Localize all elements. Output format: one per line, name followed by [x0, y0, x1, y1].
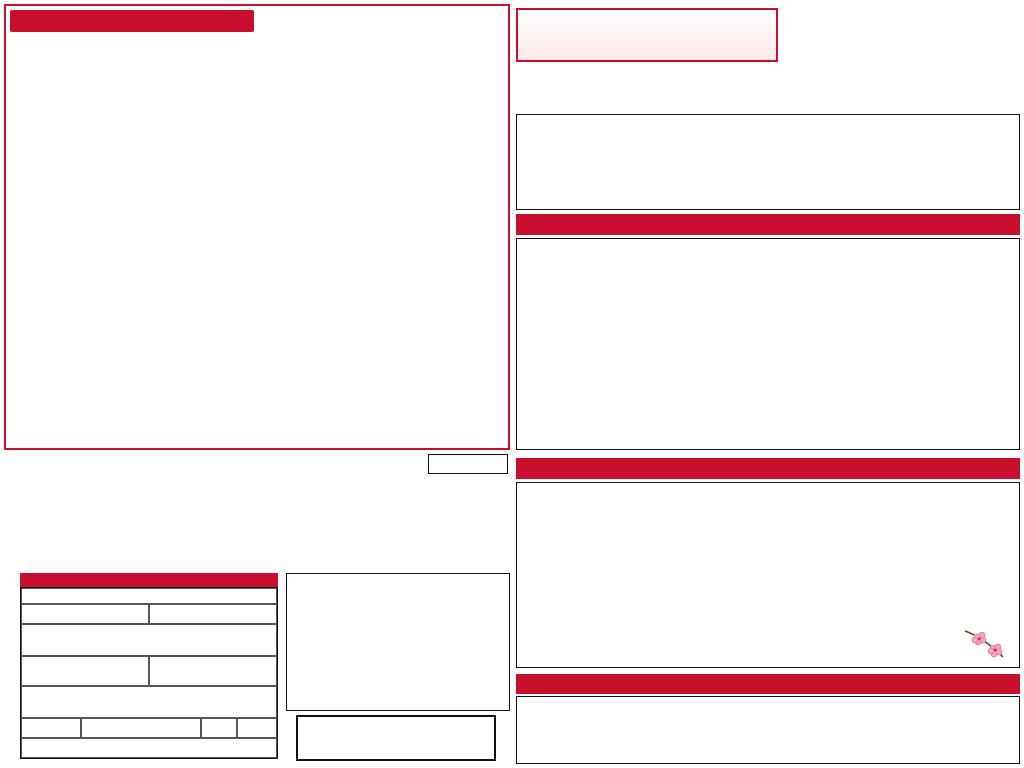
present-panel: [4, 4, 510, 450]
mail-bar[interactable]: [516, 674, 1020, 694]
masthead-box: [516, 8, 778, 62]
postcard-address: [286, 573, 510, 711]
mail-instructions: [516, 696, 1020, 764]
recycle-bar: [516, 214, 1020, 235]
comment-field[interactable]: [21, 624, 277, 656]
apply-notes: [4, 452, 510, 566]
wish2-label: [149, 604, 277, 624]
cherry-blossom-icon: [963, 627, 1007, 663]
penname-label: [21, 718, 81, 738]
masthead-title: [518, 10, 776, 60]
entry-form: [20, 587, 278, 759]
recycle-schedule: [516, 238, 1020, 450]
address-field[interactable]: [21, 686, 277, 718]
collection-notice: [516, 114, 1020, 210]
name-field[interactable]: [21, 656, 149, 686]
asa-logo: [790, 8, 794, 43]
age-field[interactable]: [237, 718, 277, 738]
phone-field[interactable]: [149, 656, 277, 686]
present-title: [10, 10, 254, 32]
present-note: [262, 10, 508, 50]
form-title: [20, 573, 278, 587]
wish1-label: [21, 604, 149, 624]
reader-no-field[interactable]: [21, 738, 277, 758]
schedule-bar: [516, 458, 1020, 479]
fax-box: [296, 715, 496, 761]
wish-header: [21, 588, 277, 604]
penname-field[interactable]: [81, 718, 201, 738]
unknown-ok-box: [428, 454, 508, 474]
age-label: [201, 718, 237, 738]
schedule-box: [516, 482, 1020, 668]
